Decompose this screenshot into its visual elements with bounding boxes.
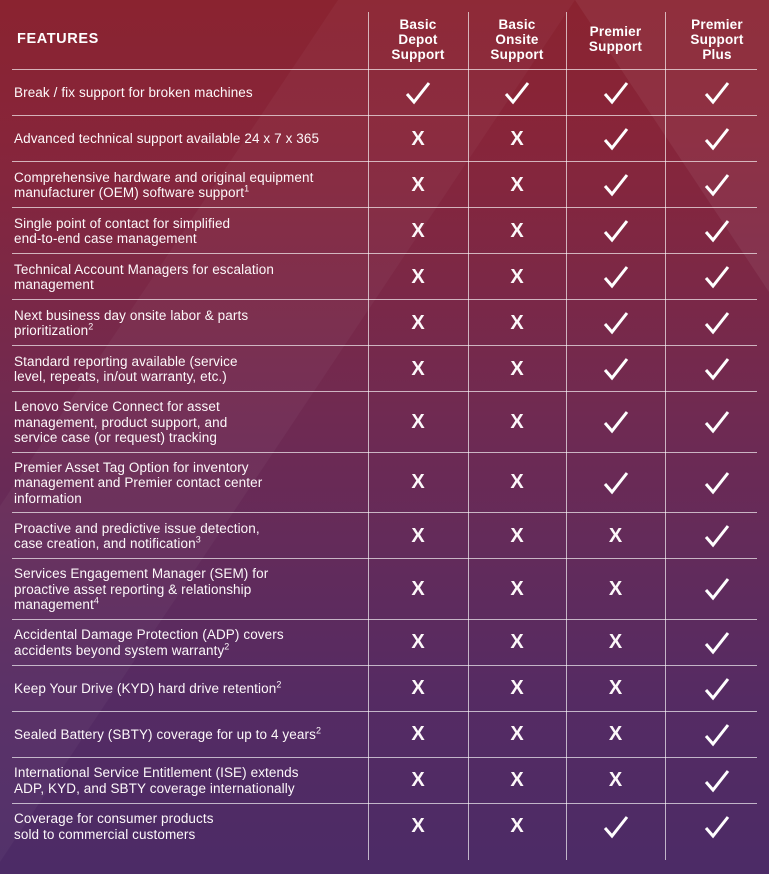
feature-text: Premier Asset Tag Option for inventory [14, 459, 249, 475]
feature-text: information [14, 490, 82, 506]
x-icon: X [411, 127, 425, 150]
column-header-basic-depot-support [368, 17, 468, 62]
x-icon: X [411, 357, 425, 380]
feature-text: Technical Account Managers for escalation [14, 261, 274, 277]
check-icon [703, 311, 731, 335]
value-cell [468, 411, 566, 434]
feature-text: case creation, and notification [14, 536, 196, 551]
column-header-line: Basic [399, 16, 437, 32]
check-icon [703, 173, 731, 197]
x-icon: X [510, 723, 524, 745]
column-divider [665, 12, 666, 860]
value-cell [665, 815, 769, 839]
check-icon [703, 677, 731, 701]
check-icon [703, 81, 731, 105]
check-icon [602, 815, 630, 839]
column-header-line: Depot [398, 31, 438, 47]
table-row [0, 559, 769, 620]
x-icon: X [411, 723, 425, 745]
value-cell [665, 265, 769, 289]
footnote-marker: 2 [276, 679, 282, 690]
value-cell [468, 578, 566, 601]
check-icon [703, 631, 731, 655]
x-icon: X [510, 219, 524, 242]
footnote-marker: 3 [195, 534, 201, 545]
feature-text: Break / fix support for broken machines [14, 85, 253, 101]
x-icon: X [411, 173, 425, 196]
footnote-marker: 2 [88, 321, 94, 332]
feature-text: proactive asset reporting & relationship [14, 581, 252, 597]
table-row [0, 620, 769, 666]
value-cell [368, 677, 468, 700]
column-header-line: Premier [691, 16, 743, 32]
value-cell [566, 525, 665, 548]
value-cell [665, 81, 769, 105]
value-cell [566, 219, 665, 243]
table-row [0, 712, 769, 758]
column-divider [368, 12, 369, 860]
x-icon: X [411, 471, 425, 494]
value-cell [566, 815, 665, 839]
x-icon: X [411, 265, 425, 288]
x-icon: X [510, 127, 524, 150]
footnote-marker: 4 [93, 595, 99, 606]
value-cell [665, 173, 769, 197]
feature-text: International Service Entitlement (ISE) extends [14, 765, 299, 780]
feature-text: Keep Your Drive (KYD) hard drive retention [14, 680, 277, 696]
x-icon: X [411, 410, 425, 433]
value-cell [566, 357, 665, 381]
value-cell [368, 769, 468, 792]
value-cell [566, 265, 665, 289]
value-cell [566, 311, 665, 335]
feature-cell [0, 674, 368, 704]
value-cell [368, 358, 468, 381]
feature-cell [0, 392, 368, 453]
check-icon [602, 410, 630, 434]
table-row [0, 300, 769, 346]
value-cell [468, 312, 566, 335]
feature-text: Sealed Battery (SBTY) coverage for up to 4 years [14, 726, 316, 742]
table-row [0, 453, 769, 514]
value-cell [566, 81, 665, 105]
value-cell [368, 266, 468, 289]
x-icon: X [510, 524, 524, 547]
feature-text: sold to commercial customers [14, 826, 196, 842]
feature-text: Coverage for consumer products [14, 811, 214, 826]
check-icon [703, 769, 731, 793]
feature-cell [0, 209, 368, 254]
header-row [0, 0, 769, 70]
x-icon: X [411, 524, 425, 547]
column-header-line: Plus [702, 46, 732, 62]
check-icon [703, 219, 731, 243]
column-header-line: Support [391, 46, 445, 62]
x-icon: X [510, 815, 524, 837]
value-cell [665, 410, 769, 434]
x-icon: X [608, 723, 623, 745]
x-icon: X [510, 410, 524, 433]
value-cell [665, 127, 769, 151]
column-divider [468, 12, 469, 860]
feature-cell [0, 758, 368, 803]
feature-cell [0, 720, 368, 750]
check-icon [703, 471, 731, 495]
check-icon [703, 723, 731, 747]
value-cell [368, 723, 468, 746]
value-cell [468, 723, 566, 746]
features-column-header: FEATURES [17, 31, 99, 47]
x-icon: X [510, 577, 524, 600]
check-icon [703, 357, 731, 381]
value-cell [566, 631, 665, 654]
value-cell [368, 81, 468, 105]
value-cell [665, 311, 769, 335]
value-cell [468, 525, 566, 548]
value-cell [566, 677, 665, 700]
x-icon: X [510, 677, 524, 699]
feature-text: Services Engagement Manager (SEM) for [14, 566, 269, 581]
value-cell [665, 524, 769, 548]
x-icon: X [411, 815, 425, 837]
check-icon [703, 577, 731, 601]
value-cell [468, 81, 566, 105]
value-cell [368, 220, 468, 243]
value-cell [665, 577, 769, 601]
x-icon: X [411, 577, 425, 600]
feature-cell [0, 453, 368, 514]
feature-cell [0, 620, 368, 665]
table-row [0, 758, 769, 804]
check-icon [404, 81, 432, 105]
check-icon [703, 265, 731, 289]
value-cell [566, 769, 665, 792]
table-row [0, 392, 769, 453]
value-cell [468, 471, 566, 494]
check-icon [602, 471, 630, 495]
check-icon [703, 815, 731, 839]
x-icon: X [510, 357, 524, 380]
value-cell [566, 578, 665, 601]
feature-text: accidents beyond system warranty [14, 642, 225, 658]
value-cell [665, 769, 769, 793]
value-cell [468, 128, 566, 151]
check-icon [602, 357, 630, 381]
value-cell [468, 677, 566, 700]
column-header-line: Support [588, 39, 643, 54]
value-cell [665, 631, 769, 655]
feature-text: management [14, 277, 94, 292]
value-cell [368, 525, 468, 548]
feature-text: Accidental Damage Protection (ADP) covers [14, 627, 284, 642]
x-icon: X [411, 677, 425, 699]
feature-cell [0, 124, 368, 154]
value-cell [468, 631, 566, 654]
table-row [0, 666, 769, 712]
value-cell [368, 631, 468, 654]
value-cell [566, 410, 665, 434]
x-icon: X [608, 631, 623, 653]
x-icon: X [510, 311, 524, 334]
feature-text: Advanced technical support available 24 x 7 x 365 [14, 131, 320, 147]
check-icon [602, 265, 630, 289]
check-icon [602, 173, 630, 197]
value-cell [468, 769, 566, 792]
value-cell [665, 677, 769, 701]
x-icon: X [608, 524, 623, 547]
column-header-line: Onsite [495, 31, 539, 47]
footnote-marker: 1 [244, 183, 250, 194]
feature-text: prioritization [14, 323, 89, 338]
x-icon: X [608, 769, 623, 791]
table-row [0, 208, 769, 254]
value-cell [566, 173, 665, 197]
feature-cell [0, 347, 368, 392]
value-cell [468, 358, 566, 381]
column-header-premier-support-plus [665, 17, 769, 62]
column-header-line: Basic [498, 16, 536, 32]
x-icon: X [510, 769, 524, 791]
x-icon: X [510, 265, 524, 288]
value-cell [468, 815, 566, 838]
footnote-marker: 2 [224, 641, 230, 651]
feature-text: end-to-end case management [14, 231, 197, 246]
x-icon: X [608, 677, 623, 699]
value-cell [368, 471, 468, 494]
table-row [0, 70, 769, 116]
table-row [0, 162, 769, 208]
value-cell [368, 312, 468, 335]
check-icon [703, 127, 731, 151]
value-cell [468, 174, 566, 197]
check-icon [602, 219, 630, 243]
feature-cell [0, 514, 368, 559]
value-cell [468, 220, 566, 243]
feature-text: management, product support, and [14, 414, 228, 430]
feature-text: management [14, 597, 94, 612]
value-cell [665, 471, 769, 495]
feature-text: ADP, KYD, and SBTY coverage internationally [14, 780, 295, 796]
value-cell [566, 127, 665, 151]
value-cell [665, 219, 769, 243]
x-icon: X [510, 631, 524, 653]
check-icon [703, 410, 731, 434]
check-icon [602, 81, 630, 105]
feature-text: Single point of contact for simplified [14, 215, 231, 231]
feature-cell [0, 559, 368, 620]
x-icon: X [411, 769, 425, 791]
feature-text: management and Premier contact center [14, 475, 263, 490]
table-body [0, 70, 769, 850]
feature-text: Lenovo Service Connect for asset [14, 399, 220, 414]
x-icon: X [411, 631, 425, 653]
feature-text: level, repeats, in/out warranty, etc.) [14, 369, 227, 384]
feature-cell [0, 804, 368, 849]
feature-text: Proactive and predictive issue detection, [14, 520, 260, 536]
x-icon: X [608, 577, 623, 600]
feature-text: Standard reporting available (service [14, 353, 238, 369]
feature-cell [0, 301, 368, 346]
column-header-line: Premier [589, 24, 642, 39]
column-divider [566, 12, 567, 860]
feature-text: Comprehensive hardware and original equipment [14, 169, 314, 185]
table-row [0, 346, 769, 392]
value-cell [368, 815, 468, 838]
table-row [0, 513, 769, 559]
column-header-basic-onsite-support [468, 17, 566, 62]
feature-cell [0, 163, 368, 208]
check-icon [602, 311, 630, 335]
feature-text: service case (or request) tracking [14, 430, 217, 445]
table-row [0, 116, 769, 162]
value-cell [368, 174, 468, 197]
x-icon: X [411, 311, 425, 334]
check-icon [503, 81, 531, 105]
value-cell [468, 266, 566, 289]
value-cell [665, 723, 769, 747]
column-header-line: Support [690, 31, 744, 47]
check-icon [703, 524, 731, 548]
feature-text: Next business day onsite labor & parts [14, 307, 249, 323]
column-header-premier-support [566, 24, 665, 54]
check-icon [602, 127, 630, 151]
value-cell [665, 357, 769, 381]
feature-text: manufacturer (OEM) software support [14, 185, 245, 200]
value-cell [368, 578, 468, 601]
column-header-line: Support [490, 46, 544, 62]
value-cell [368, 411, 468, 434]
x-icon: X [411, 219, 425, 242]
feature-cell [0, 78, 368, 108]
footnote-marker: 2 [315, 725, 322, 736]
x-icon: X [510, 173, 524, 196]
feature-cell [0, 255, 368, 300]
table-row [0, 254, 769, 300]
value-cell [566, 723, 665, 746]
value-cell [566, 471, 665, 495]
x-icon: X [510, 471, 524, 494]
value-cell [368, 128, 468, 151]
table-row [0, 804, 769, 850]
